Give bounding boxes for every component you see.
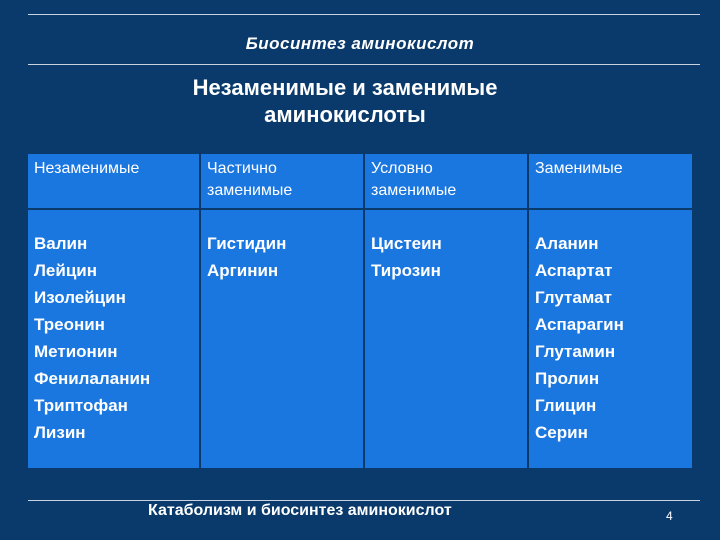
header-cell-partially-replaceable: [201, 154, 363, 208]
list-item: Валин: [34, 234, 88, 253]
list-item: Глутамат: [535, 288, 612, 307]
header-text: Частично: [207, 160, 277, 177]
list-item: Треонин: [34, 315, 105, 334]
header-text: Условно: [371, 160, 433, 177]
column-replaceable: [529, 210, 692, 468]
list-item: Лизин: [34, 423, 86, 442]
column-essential: [28, 210, 199, 468]
header-rule: [28, 64, 700, 65]
list-item: Глицин: [535, 396, 597, 415]
header-cell-essential: [28, 154, 199, 208]
list-item: Аланин: [535, 234, 599, 253]
slide-footer: Катаболизм и биосинтез аминокислот: [148, 502, 452, 519]
column-partially-replaceable: [201, 210, 363, 468]
slide-subtitle: Биосинтез аминокислот: [245, 34, 475, 53]
list-item: Цистеин: [371, 234, 442, 253]
top-rule: [28, 14, 700, 15]
list-item: Аспарагин: [535, 315, 624, 334]
list-item: Гистидин: [207, 234, 287, 253]
header-text: Незаменимые: [34, 160, 140, 177]
header-cell-conditionally-replaceable: [365, 154, 527, 208]
list-item: Глутамин: [535, 342, 616, 361]
header-cell-replaceable: [529, 154, 692, 208]
list-item: Аспартат: [535, 261, 613, 280]
list-item: Изолейцин: [34, 288, 126, 307]
title-line-2: аминокислоты: [264, 102, 426, 127]
header-text: заменимые: [371, 182, 457, 199]
list-item: Аргинин: [207, 261, 279, 280]
header-text: Заменимые: [535, 160, 623, 177]
list-item: Серин: [535, 423, 588, 442]
list-item: Лейцин: [34, 261, 98, 280]
footer-rule: [28, 500, 700, 501]
list-item: Фенилаланин: [34, 369, 151, 388]
page-number: 4: [666, 509, 673, 523]
list-item: Метионин: [34, 342, 118, 361]
list-item: Пролин: [535, 369, 600, 388]
column-conditionally-replaceable: [365, 210, 527, 468]
header-text: заменимые: [207, 182, 293, 199]
title-line-1: Незаменимые и заменимые: [192, 75, 498, 100]
list-item: Триптофан: [34, 396, 128, 415]
slide-title: [0, 74, 690, 128]
amino-acid-table: [28, 154, 692, 468]
list-item: Тирозин: [371, 261, 441, 280]
